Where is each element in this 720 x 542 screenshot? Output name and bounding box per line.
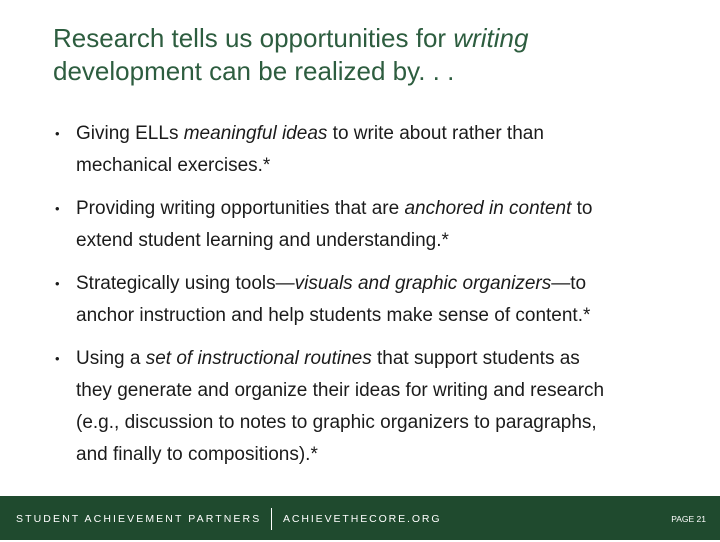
- bullet-icon: •: [55, 126, 60, 141]
- title-line-1-text: Research tells us opportunities for: [53, 23, 454, 53]
- bullet-text: to: [571, 198, 593, 219]
- bullet-line: and finally to compositions).*: [76, 444, 318, 465]
- bullet-line: mechanical exercises.*: [76, 155, 271, 176]
- bullet-text: —to: [551, 273, 587, 294]
- bullet-icon: •: [55, 351, 60, 366]
- title-line-1-emphasis: writing: [453, 23, 529, 53]
- bullet-emphasis: meaningful ideas: [183, 123, 328, 144]
- bullet-text: Providing writing opportunities that are: [76, 198, 405, 219]
- bullet-line: [76, 193, 715, 225]
- title-line-2: development can be realized by. . .: [53, 56, 455, 86]
- bullet-emphasis: anchored in content: [404, 198, 572, 219]
- bullet-line: [76, 343, 715, 375]
- bullet-item: [55, 118, 715, 182]
- bullet-line: anchor instruction and help students make sense of content.*: [76, 305, 591, 326]
- page-number: PAGE 21: [671, 514, 706, 524]
- bullet-text: Giving ELLs: [76, 123, 184, 144]
- bullet-emphasis: set of instructional routines: [145, 348, 372, 369]
- brand-logo-text: STUDENT ACHIEVEMENT PARTNERS: [16, 513, 262, 525]
- bullet-icon: •: [55, 201, 60, 216]
- bullet-line: extend student learning and understanding.*: [76, 230, 449, 251]
- bullet-item: [55, 193, 715, 257]
- website-link[interactable]: ACHIEVETHECORE.ORG: [283, 513, 442, 525]
- bullet-item: [55, 268, 715, 332]
- bullet-text: Using a: [76, 348, 146, 369]
- bullet-icon: •: [55, 276, 60, 291]
- slide-title: [53, 22, 693, 88]
- bullet-emphasis: visuals and graphic organizers: [294, 273, 552, 294]
- bullet-line: (e.g., discussion to notes to graphic organizers to paragraphs,: [76, 412, 597, 433]
- title-line-1: [53, 22, 693, 55]
- footer-divider: [271, 508, 272, 530]
- footer-bar: [0, 496, 720, 540]
- bullet-list: [55, 118, 715, 482]
- bullet-line: they generate and organize their ideas for writing and research: [76, 380, 605, 401]
- bullet-text: to write about rather than: [327, 123, 544, 144]
- bullet-line: [76, 268, 715, 300]
- bullet-item: [55, 343, 715, 471]
- bullet-line: [76, 118, 715, 150]
- bullet-text: that support students as: [371, 348, 580, 369]
- bullet-text: Strategically using tools—: [76, 273, 295, 294]
